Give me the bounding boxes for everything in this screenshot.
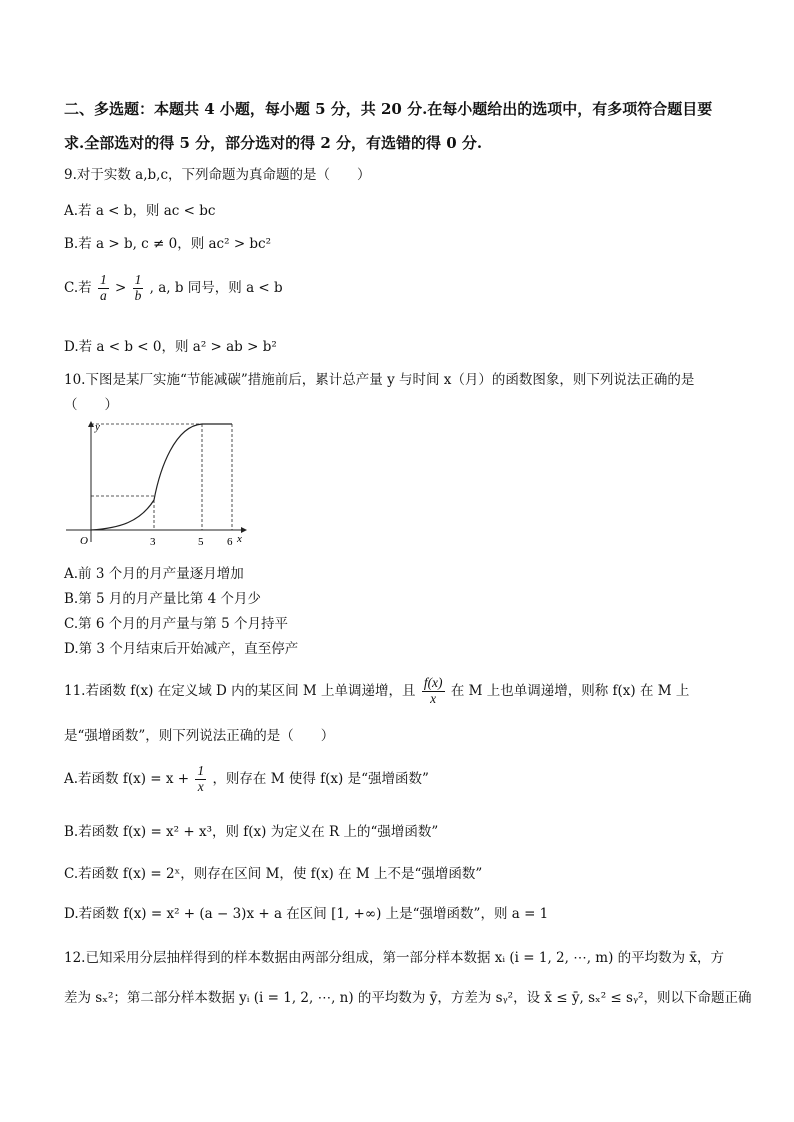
section-heading-line1: 二、多选题：本题共 4 小题，每小题 5 分，共 20 分.在每小题给出的选项中，有多项符合题目要 <box>64 100 713 118</box>
q9-option-c-fraction-2 <box>133 273 144 304</box>
q11-option-a-fraction <box>195 764 206 795</box>
q10-stem: 10.下图是某厂实施“节能减碳”措施前后，累计总产量 y 与时间 x（月）的函数图象，则下列说法正确的是 <box>64 372 695 388</box>
q9-option-c-fraction-2-denominator: b <box>134 287 142 303</box>
q11-option-a <box>64 764 429 795</box>
section-heading-line2: 求.全部选对的得 5 分，部分选对的得 2 分，有选错的得 0 分. <box>64 134 483 152</box>
q11-option-b: B.若函数 f(x) = x² + x³，则 f(x) 为定义在 R 上的“强增函数” <box>64 824 439 840</box>
q9-option-b: B.若 a > b, c ≠ 0，则 ac² > bc² <box>64 236 272 252</box>
tick-label-5: 5 <box>198 536 204 548</box>
q11-option-a-fraction-denominator: x <box>197 778 204 794</box>
tick-label-3: 3 <box>150 536 156 548</box>
q10-option-a: A.前 3 个月的月产量逐月增加 <box>64 566 244 582</box>
q11-option-a-fraction-numerator: 1 <box>197 763 205 778</box>
y-axis-label: y <box>95 421 100 433</box>
q9-option-c <box>64 273 283 304</box>
q11-stem-line2: 是“强增函数”，则下列说法正确的是（ ） <box>64 728 335 744</box>
q10-option-c: C.第 6 个月的月产量与第 5 个月持平 <box>64 616 288 632</box>
q11-option-d: D.若函数 f(x) = x² + (a − 3)x + a 在区间 [1, +∞) 上是“强增函数”，则 a = 1 <box>64 906 549 922</box>
q11-stem-part-b: 在 M 上也单调递增，则称 f(x) 在 M 上 <box>450 682 690 699</box>
q10-option-d: D.第 3 个月结束后开始减产，直至停产 <box>64 641 299 657</box>
q10-stem-bracket: （ ） <box>64 397 118 413</box>
q11-option-a-prefix: A.若函数 f(x) = x + <box>64 770 190 787</box>
q9-stem: 9.对于实数 a,b,c，下列命题为真命题的是（ ） <box>64 167 371 183</box>
q11-stem-fraction-numerator: f(x) <box>423 675 443 690</box>
q11-stem-fraction <box>422 676 445 707</box>
q11-stem-part-a: 11.若函数 f(x) 在定义域 D 内的某区间 M 上单调递增，且 <box>64 682 416 699</box>
q9-option-c-fraction-1-numerator: 1 <box>99 272 107 287</box>
q9-option-c-prefix: C.若 <box>64 279 92 296</box>
q9-option-c-fraction-1 <box>98 273 109 304</box>
q12-line1: 12.已知采用分层抽样得到的样本数据由两部分组成，第一部分样本数据 xᵢ (i = 1, 2, ⋯, m) 的平均数为 x̄，方 <box>64 950 725 966</box>
q11-stem <box>64 676 689 707</box>
production-graph <box>60 418 250 550</box>
q9-option-a: A.若 a < b，则 ac < bc <box>64 203 216 219</box>
production-curve <box>91 424 232 530</box>
q11-option-c: C.若函数 f(x) = 2ˣ，则存在区间 M，使 f(x) 在 M 上不是“强增函数” <box>64 866 483 882</box>
origin-label: O <box>80 535 88 547</box>
q9-option-c-fraction-2-numerator: 1 <box>134 272 142 287</box>
q11-option-a-suffix: ，则存在 M 使得 f(x) 是“强增函数” <box>212 770 429 787</box>
q12-line2: 差为 sₓ²；第二部分样本数据 yᵢ (i = 1, 2, ⋯, n) 的平均数为 ȳ，方差为 sᵧ²，设 x̄ ≤ ȳ, sₓ² ≤ sᵧ²，则以下命题正确 <box>64 990 752 1006</box>
q9-option-c-fraction-1-denominator: a <box>99 287 107 303</box>
q10-option-b: B.第 5 月的月产量比第 4 个月少 <box>64 591 262 607</box>
q9-option-c-suffix: , a, b 同号，则 a < b <box>149 279 283 296</box>
q9-option-d: D.若 a < b < 0，则 a² > ab > b² <box>64 339 277 355</box>
q9-option-c-gt: > <box>114 279 127 296</box>
x-axis-label: x <box>237 533 242 545</box>
q11-stem-fraction-denominator: x <box>430 690 437 706</box>
tick-label-6: 6 <box>227 536 233 548</box>
